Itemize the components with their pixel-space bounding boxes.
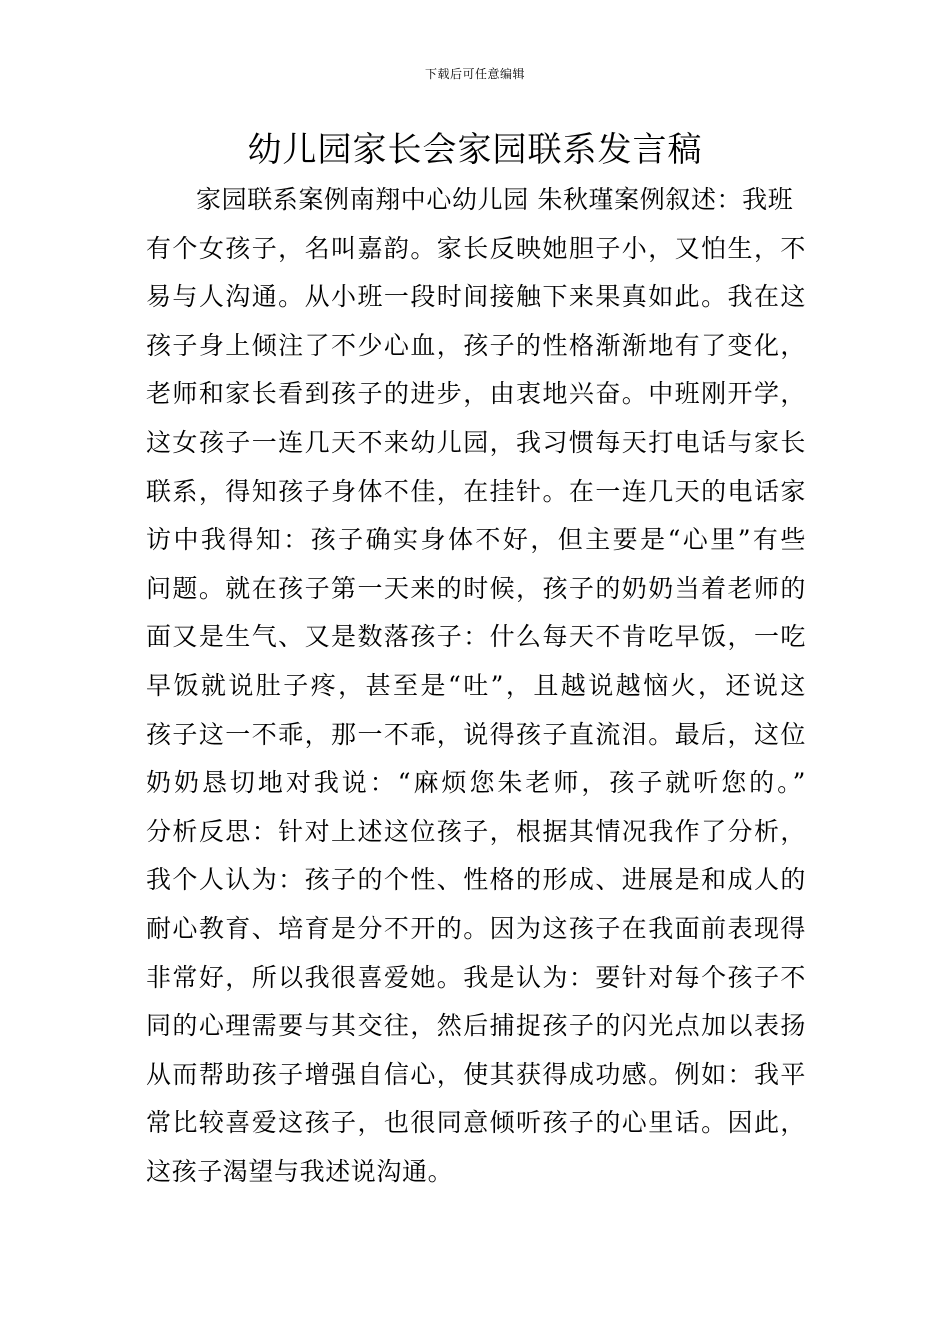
body-line: 早饭就说肚子疼，甚至是“吐”，且越说越恼火，还说这 [146, 670, 806, 700]
body-line: 老师和家长看到孩子的进步，由衷地兴奋。中班刚开学， [146, 379, 806, 409]
body-line: 问题。就在孩子第一天来的时候，孩子的奶奶当着老师的 [146, 573, 806, 603]
body-line: 孩子这一不乖，那一不乖，说得孩子直流泪。最后，这位 [146, 719, 806, 749]
body-line: 这女孩子一连几天不来幼儿园，我习惯每天打电话与家长 [146, 427, 806, 457]
body-line: 同的心理需要与其交往，然后捕捉孩子的闪光点加以表扬 [146, 1011, 806, 1041]
body-line: 易与人沟通。从小班一段时间接触下来果真如此。我在这 [146, 282, 806, 312]
body-line: 耐心教育、培育是分不开的。因为这孩子在我面前表现得 [146, 913, 806, 943]
body-line: 非常好，所以我很喜爱她。我是认为：要针对每个孩子不 [146, 962, 806, 992]
body-line: 分析反思：针对上述这位孩子，根据其情况我作了分析， [146, 816, 806, 846]
body-line: 家园联系案例南翔中心幼儿园 朱秋瑾案例叙述：我班 [196, 185, 794, 214]
body-line: 访中我得知：孩子确实身体不好，但主要是“心里”有些 [146, 525, 806, 555]
body-line: 有个女孩子，名叫嘉韵。家长反映她胆子小，又怕生，不 [146, 233, 806, 263]
document-body [146, 176, 806, 1196]
body-line: 从而帮助孩子增强自信心，使其获得成功感。例如：我平 [146, 1059, 806, 1089]
document-title: 幼儿园家长会家园联系发言稿 [247, 130, 703, 170]
body-line: 面又是生气、又是数落孩子：什么每天不肯吃早饭，一吃 [146, 622, 806, 652]
body-line: 联系，得知孩子身体不佳，在挂针。在一连几天的电话家 [146, 476, 806, 506]
body-line: 这孩子渴望与我述说沟通。 [146, 1156, 454, 1186]
body-line: 奶奶恳切地对我说：“麻烦您朱老师，孩子就听您的。” [146, 768, 806, 798]
body-line: 孩子身上倾注了不少心血，孩子的性格渐渐地有了变化， [146, 330, 806, 360]
body-line: 常比较喜爱这孩子，也很同意倾听孩子的心里话。因此， [146, 1108, 806, 1138]
body-line: 我个人认为：孩子的个性、性格的形成、进展是和成人的 [146, 865, 806, 895]
header-note: 下载后可任意编辑 [424, 67, 525, 81]
